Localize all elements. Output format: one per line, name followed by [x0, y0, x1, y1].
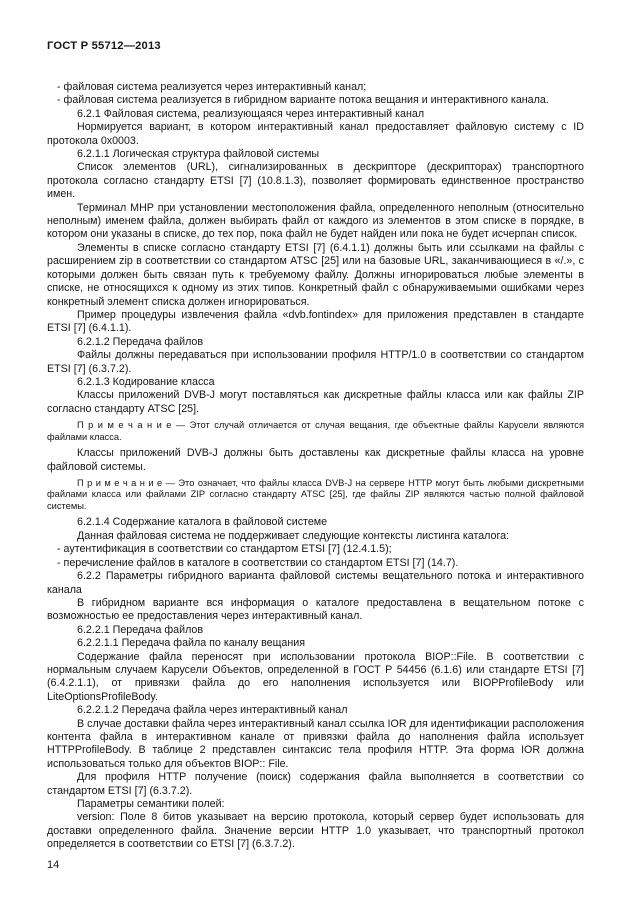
section-heading: 6.2.2 Параметры гибридного варианта файловой системы вещательного потока и интерактивного канала — [47, 570, 584, 596]
section-heading: 6.2.1.1 Логическая структура файловой системы — [77, 148, 320, 161]
section-heading: 6.2.1.4 Содержание каталога в файловой системе — [77, 516, 328, 529]
paragraph: Список элементов (URL), сигнализированных в дескрипторе (дескрипторах) транспортного протокола согласно стандарту ETSI [7] (10.8.1.3), позволяет формировать единственное пространство имен. — [47, 161, 584, 201]
list-item: - файловая система реализуется в гибридном варианте потока вещания и интерактивного канала. — [57, 94, 549, 107]
paragraph: Элементы в списке согласно стандарту ETSI [7] (6.4.1.1) должны быть или ссылками на файлы с расширением zip в соответствии со стандартом ATSC [25] или на базовые URL, заканчивающиеся в «/.», с которыми должен быть связан путь к требуемому файлу. Должны игнорироваться любые элементы в списке, не относящихся к одному из этих типов. Конкретный файл с обнаруживаемыми ошибками через конкретный элемент списка должен игнорироваться. — [47, 241, 584, 308]
list-item: - аутентификация в соответствии со стандартом ETSI [7] (12.4.1.5); — [57, 543, 392, 556]
list-item: - перечисление файлов в каталоге в соответствии со стандартом ETSI [7] (14.7). — [57, 556, 459, 569]
paragraph: version: Поле 8 битов указывает на версию протокола, который сервер будет использовать для доставки определенного файла. Значение версии HTTP 1.0 указывает, что транспортный протокол определяется в соответствии со ETSI [7] (6.3.7.2). — [47, 811, 584, 851]
paragraph: Файлы должны передаваться при использовании профиля HTTP/1.0 в соответствии со стандартом ETSI [7] (6.3.7.2). — [47, 349, 584, 375]
paragraph: Содержание файла переносят при использовании протокола BIOP::File. В соответствии с нормальным случаем Карусели Объектов, определенной в ГОСТ Р 54456 (6.1.6) или стандарте ETSI [7] (6.4.2.1.1), от привязки файла до его наполнения используется или BIOPProfileBody или LiteOptionsProfileBody. — [47, 650, 584, 703]
paragraph: Пример процедуры извлечения файла «dvb.fontindex» для приложения представлен в стандарте ETSI [7] (6.4.1.1). — [47, 308, 584, 335]
document-standard-code: ГОСТ Р 55712—2013 — [47, 40, 161, 52]
page-number: 14 — [47, 859, 60, 871]
section-heading: 6.2.2.1.2 Передача файла через интерактивный канал — [77, 704, 348, 717]
section-heading: 6.2.1.2 Передача файлов — [77, 335, 204, 348]
paragraph: Терминал MHP при установлении местоположения файла, определенного неполным (относительно неполным) именем файла, должен выбирать файл от каждого из элементов в этом списке в порядке, в котором они указаны в списке, до тех пор, пока файл не будет найден или пока не будет исчерпан список. — [47, 201, 584, 241]
document-content — [47, 81, 584, 852]
paragraph: Параметры семантики полей: — [77, 798, 225, 810]
paragraph: Классы приложений DVB-J должны быть доставлены как дискретные файлы класса на уровне файловой системы. — [47, 447, 584, 473]
note-paragraph: П р и м е ч а н и е — Этот случай отличается от случая вещания, где объектные файлы Карусели являются файлами класса. — [47, 420, 584, 442]
paragraph: Нормируется вариант, в котором интерактивный канал предоставляет файловую систему с ID протокола 0x0003. — [47, 121, 584, 147]
note-paragraph: П р и м е ч а н и е — Это означает, что файлы класса DVB-J на сервере HTTP могут быть любыми дискретными файлами класса или файлами ZIP согласно стандарту ATSC [25], где файлы ZIP являются частью полной файловой системы. — [47, 477, 584, 511]
section-heading: 6.2.1 Файловая система, реализующаяся через интерактивный канал — [77, 107, 425, 120]
paragraph: В случае доставки файла через интерактивный канал ссылка IOR для идентификации расположения контента файла в интерактивном канале от привязки файла до наполнения файла использует HTTPProfileBody. В таблице 2 представлен синтаксис тела профиля HTTP. Эта форма IOR должна использоваться только для объектов BIOP:: File. — [47, 717, 584, 770]
paragraph: В гибридном варианте вся информация о каталоге предоставлена в вещательном потоке с возможностью ее предоставления через интерактивный канал. — [47, 596, 584, 623]
paragraph: Классы приложений DVB-J могут поставляться как дискретные файлы класса или как файлы ZIP согласно стандарту ATSC [25]. — [47, 389, 584, 415]
section-heading: 6.2.1.3 Кодирование класса — [77, 375, 215, 388]
section-heading: 6.2.2.1.1 Передача файла по каналу вещания — [77, 637, 305, 650]
paragraph: Для профиля HTTP получение (поиск) содержания файла выполняется в соответствии со стандартом ETSI [7] (6.3.7.2). — [47, 771, 584, 797]
section-heading: 6.2.2.1 Передача файлов — [77, 623, 204, 636]
list-item: - файловая система реализуется через интерактивный канал; — [57, 81, 367, 93]
paragraph: Данная файловая система не поддерживает следующие контексты листинга каталога: — [77, 529, 510, 542]
